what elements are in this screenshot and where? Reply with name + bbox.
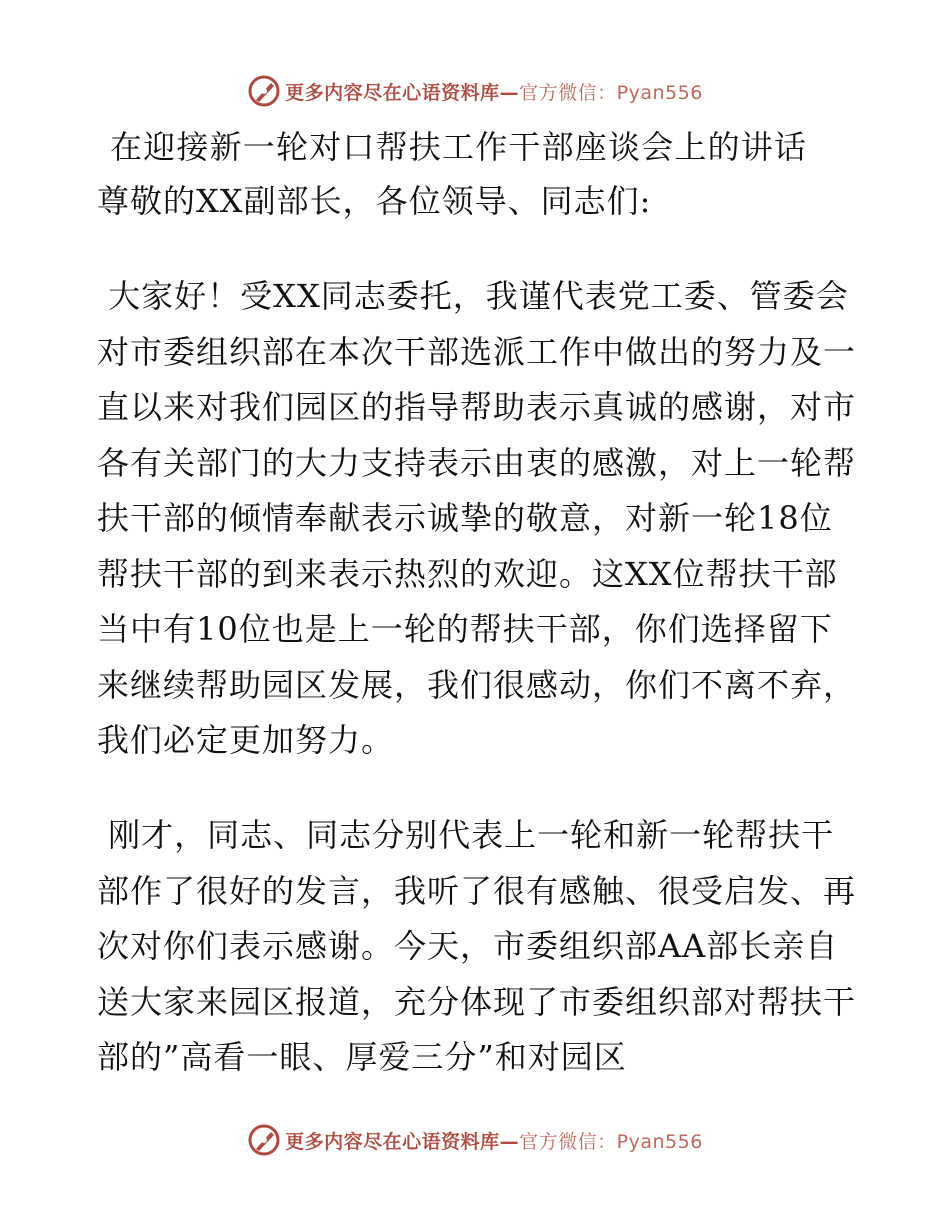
pen-circle-logo-icon xyxy=(247,1123,281,1157)
wechat-id: 官方微信：Pyan556 xyxy=(519,1130,703,1153)
salutation: 尊敬的XX副部长，各位领导、同志们: xyxy=(97,182,652,220)
wechat-id: 官方微信：Pyan556 xyxy=(519,81,703,104)
paragraph-1: 大家好！受XX同志委托，我谨代表党工委、管委会对市委组织部在本次干部选派工作中做出的努力及一直以来对我们园区的指导帮助表示真诚的感谢，对市各有关部门的大力支持表示由衷的感激，对上一轮帮扶干部的倾情奉献表示诚挚的敬意，对新一轮18位帮扶干部的到来表示热烈的欢迎。这XX位帮扶干部当中有10位也是上一轮的帮扶干部，你们选择留下来继续帮助园区发展，我们很感动，你们不离不弃，我们必定更加努力。 xyxy=(97,277,857,759)
header-banner xyxy=(0,71,950,111)
document-title: 在迎接新一轮对口帮扶工作干部座谈会上的讲话 xyxy=(110,128,808,166)
paragraph-2: 刚才，同志、同志分别代表上一轮和新一轮帮扶干部作了很好的发言，我听了很有感触、很受启发、再次对你们表示感谢。今天，市委组织部AA部长亲自送大家来园区报道，充分体现了市委组织部对帮扶干部的”高看一眼、厚爱三分”和对园区 xyxy=(97,816,857,1076)
pen-circle-logo-icon xyxy=(247,74,281,108)
footer-banner xyxy=(0,1120,950,1160)
banner-text: 更多内容尽在心语资料库—官方微信：Pyan556 xyxy=(285,1130,703,1153)
banner-text: 更多内容尽在心语资料库—官方微信：Pyan556 xyxy=(285,81,703,104)
